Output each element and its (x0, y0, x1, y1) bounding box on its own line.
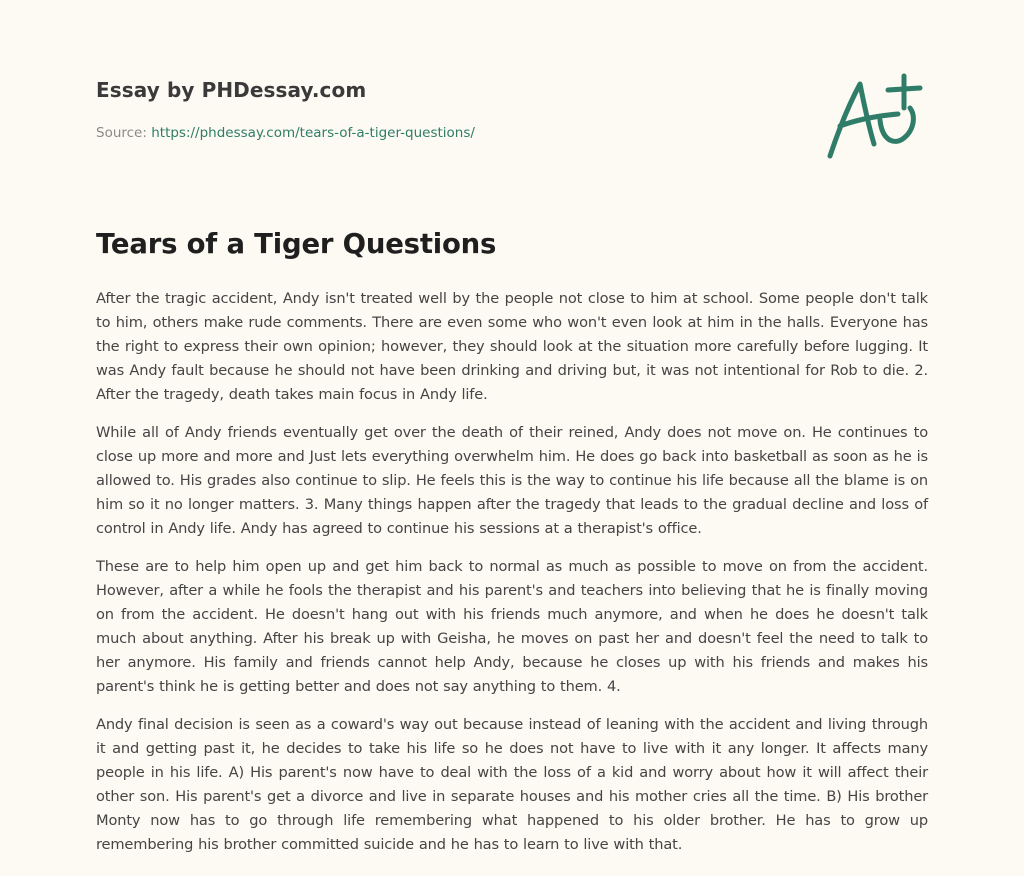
paragraph: While all of Andy friends eventually get over the death of their reined, Andy does not move on. He continues to close up more and more and Just lets everything overwhelm him. He does go back into basketball as soon as he is allowed to. His grades also continue to slip. He feels this is the way to continue his life because all the blame is on him so it no longer matters. 3. Many things happen after the tragedy that leads to the gradual decline and loss of control in Andy life. Andy has agreed to continue his sessions at a therapist's office. (96, 424, 928, 537)
essay-page (96, 0, 928, 853)
brand-title: Essay by PHDessay.com (96, 78, 367, 102)
source-line (96, 125, 475, 141)
page-header (96, 0, 928, 190)
paragraph: Andy final decision is seen as a coward's way out because instead of leaning with the accident and living through it and getting past it, he decides to take his life so he does not have to live with it any longer. It affects many people in his life. A) His parent's now have to deal with the loss of a kid and worry about how it will affect their other son. His parent's get a divorce and live in separate houses and his mother cries all the time. B) His brother Monty now has to go through life remembering what happened to his older brother. He has to grow up remembering his brother committed suicide and he has to learn to live with that. (96, 716, 928, 853)
a-plus-grade-icon (824, 68, 924, 164)
essay-body (96, 287, 928, 871)
source-label: Source: (96, 125, 152, 141)
essay-title: Tears of a Tiger Questions (96, 228, 497, 260)
paragraph: These are to help him open up and get him back to normal as much as possible to move on from the accident. However, after a while he fools the therapist and his parent's and teachers into believing that he is finally moving on from the accident. He doesn't hang out with his friends much anymore, and when he does he doesn't talk much about anything. After his break up with Geisha, he moves on past her and doesn't feel the need to talk to her anymore. His family and friends cannot help Andy, because he closes up with his friends and makes his parent's think he is getting better and does not say anything to them. 4. (96, 558, 928, 695)
source-link[interactable]: https://phdessay.com/tears-of-a-tiger-questions/ (151, 125, 475, 141)
paragraph: After the tragic accident, Andy isn't treated well by the people not close to him at school. Some people don't talk to him, others make rude comments. There are even some who won't even look at him in the halls. Everyone has the right to express their own opinion; however, they should look at the situation more carefully before lugging. It was Andy fault because he should not have been drinking and driving but, it was not intentional for Rob to die. 2. After the tragedy, death takes main focus in Andy life. (96, 290, 928, 403)
